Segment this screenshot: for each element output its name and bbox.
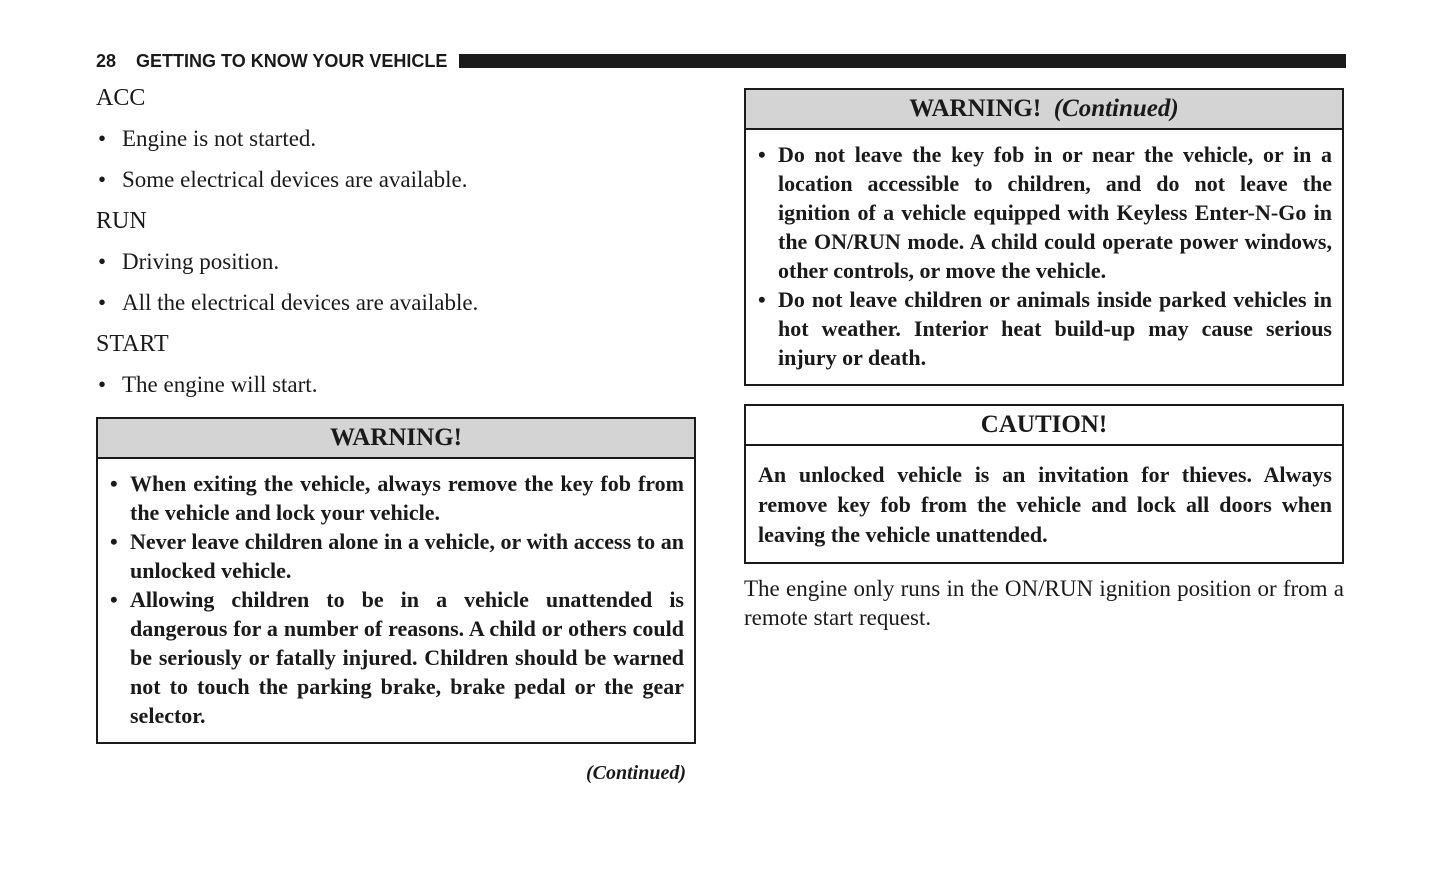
list-item xyxy=(98,164,696,196)
right-column xyxy=(744,88,1344,632)
list-item xyxy=(98,123,696,155)
warning-title-suffix: (Continued) xyxy=(1053,95,1179,122)
bullet-icon: • xyxy=(110,587,118,612)
bullet-icon: • xyxy=(98,167,107,192)
caution-box xyxy=(744,404,1344,564)
warning-item-text: Allowing children to be in a vehicle unattended is dangerous for a number of reasons. A child or others could be seriously or fatally injured. Children should be warned not to touch the parking brake, brake pedal or the gear selector. xyxy=(130,587,684,728)
warning-item-text: When exiting the vehicle, always remove the key fob from the vehicle and lock your vehicle. xyxy=(130,471,684,525)
warning-item-text: Do not leave the key fob in or near the vehicle, or in a location accessible to children, and do not leave the ignition of a vehicle equipped with Keyless Enter-N-Go in the ON/RUN mode. A child could operate power windows, other controls, or move the vehicle. xyxy=(778,142,1332,283)
warning-title-text: WARNING! xyxy=(909,95,1042,122)
list-item-text: Driving position. xyxy=(122,249,280,274)
warning-title: WARNING! xyxy=(98,419,694,459)
list-item xyxy=(98,369,696,401)
list-item-text: Engine is not started. xyxy=(122,126,317,151)
bullet-icon: • xyxy=(98,126,107,151)
bullet-icon: • xyxy=(98,290,107,315)
warning-item xyxy=(110,585,684,730)
bullet-icon: • xyxy=(110,529,118,554)
bullet-icon: • xyxy=(98,249,107,274)
warning-item xyxy=(110,469,684,527)
bullet-icon: • xyxy=(758,142,766,167)
left-column xyxy=(96,82,696,785)
warning-item xyxy=(110,527,684,585)
list-item-text: The engine will start. xyxy=(122,372,318,397)
page-header xyxy=(96,50,1346,72)
state-heading: ACC xyxy=(96,85,146,111)
list-item xyxy=(98,287,696,319)
body-paragraph: The engine only runs in the ON/RUN ignition position or from a remote start request. xyxy=(744,576,1344,630)
bullet-icon: • xyxy=(758,287,766,312)
bullet-icon: • xyxy=(110,471,118,496)
page-number: 28 xyxy=(96,50,117,71)
warning-continued-box xyxy=(744,88,1344,386)
warning-box xyxy=(96,417,696,744)
list-item-text: All the electrical devices are available. xyxy=(122,290,479,315)
caution-text: An unlocked vehicle is an invitation for thieves. Always remove key fob from the vehicle and lock all doors when leaving the vehicle unattended. xyxy=(758,462,1332,547)
caution-title: CAUTION! xyxy=(746,406,1342,446)
state-heading: START xyxy=(96,331,169,357)
warning-item xyxy=(758,285,1332,372)
warning-item-text: Never leave children alone in a vehicle, or with access to an unlocked vehicle. xyxy=(130,529,684,583)
warning-item xyxy=(758,140,1332,285)
continued-label: (Continued) xyxy=(585,762,686,784)
list-item xyxy=(98,246,696,278)
state-heading: RUN xyxy=(96,208,147,234)
list-item-text: Some electrical devices are available. xyxy=(122,167,468,192)
bullet-icon: • xyxy=(98,372,107,397)
warning-continued-title xyxy=(746,90,1342,130)
warning-item-text: Do not leave children or animals inside parked vehicles in hot weather. Interior heat build-up may cause serious injury or death. xyxy=(778,287,1332,370)
header-rule xyxy=(459,54,1346,68)
section-title: GETTING TO KNOW YOUR VEHICLE xyxy=(136,50,448,71)
